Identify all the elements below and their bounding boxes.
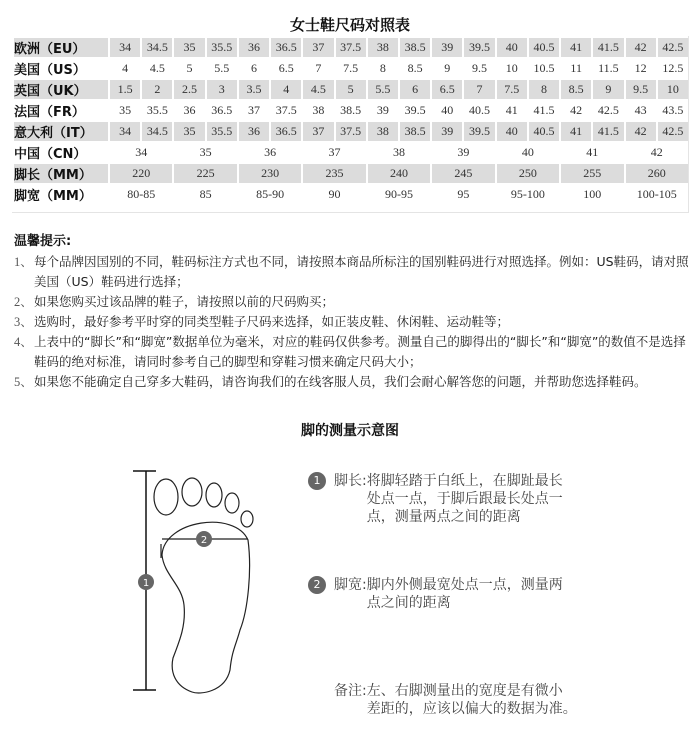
table-cell: 2	[142, 80, 172, 99]
table-cell: 38	[368, 143, 430, 162]
table-cell: 36.5	[271, 38, 301, 57]
table-cell: 39	[368, 101, 398, 120]
remark-label: 备注:	[334, 683, 367, 699]
table-cell: 100	[561, 185, 623, 204]
table-cell: 38.5	[336, 101, 366, 120]
table-cell: 245	[432, 164, 494, 183]
table-cell: 35.5	[142, 101, 172, 120]
table-cell: 35	[174, 122, 204, 141]
table-cell: 34	[110, 143, 172, 162]
table-row	[14, 143, 688, 162]
table-cell: 7	[464, 80, 494, 99]
size-chart-table	[12, 36, 690, 206]
table-cell: 41	[561, 143, 623, 162]
table-cell: 41.5	[593, 122, 623, 141]
row-header: 脚长（MM）	[14, 164, 108, 183]
table-row	[14, 38, 688, 57]
table-cell: 250	[497, 164, 559, 183]
tip-item: 5、 如果您不能确定自己穿多大鞋码，请咨询我们的在线客服人员，我们会耐心解答您的问题，并帮助您选择鞋码。	[14, 372, 694, 392]
table-cell: 240	[368, 164, 430, 183]
table-cell: 35.5	[207, 38, 237, 57]
table-cell: 41	[561, 122, 591, 141]
table-cell: 38	[303, 101, 333, 120]
table-cell: 39	[432, 38, 462, 57]
table-cell: 7	[303, 59, 333, 78]
table-cell: 42	[561, 101, 591, 120]
table-cell: 41.5	[593, 38, 623, 57]
foot-outline-icon	[120, 460, 270, 695]
table-cell: 9.5	[626, 80, 656, 99]
table-cell: 80-85	[110, 185, 172, 204]
row-header: 英国（UK）	[14, 80, 108, 99]
table-cell: 220	[110, 164, 172, 183]
tip-item: 2、 如果您购买过该品牌的鞋子，请按照以前的尺码购买；	[14, 292, 694, 312]
svg-text:2: 2	[200, 535, 208, 546]
table-cell: 230	[239, 164, 301, 183]
table-row	[14, 185, 688, 204]
table-cell: 5	[336, 80, 366, 99]
table-cell: 38.5	[400, 38, 430, 57]
tip-text: 如果您不能确定自己穿多大鞋码，请咨询我们的在线客服人员，我们会耐心解答您的问题，并帮助您选择鞋码。	[34, 374, 647, 389]
table-cell: 6.5	[432, 80, 462, 99]
table-cell: 5.5	[368, 80, 398, 99]
table-cell: 39.5	[464, 122, 494, 141]
table-cell: 37.5	[336, 122, 366, 141]
table-cell: 40.5	[529, 122, 559, 141]
table-cell: 41	[497, 101, 527, 120]
table-cell: 42.5	[658, 122, 688, 141]
table-cell: 37	[303, 143, 365, 162]
table-cell: 42	[626, 143, 689, 162]
table-cell: 36	[239, 143, 301, 162]
table-cell: 7.5	[497, 80, 527, 99]
row-header: 欧洲（EU）	[14, 38, 108, 57]
table-cell: 36	[239, 38, 269, 57]
table-cell: 37	[239, 101, 269, 120]
table-cell: 37	[303, 38, 333, 57]
row-header: 意大利（IT）	[14, 122, 108, 141]
table-cell: 9.5	[464, 59, 494, 78]
table-cell: 6	[400, 80, 430, 99]
table-cell: 1.5	[110, 80, 140, 99]
table-cell: 8	[368, 59, 398, 78]
foot-length-label: 脚长:	[334, 473, 367, 489]
table-cell: 40	[497, 38, 527, 57]
table-cell: 39.5	[464, 38, 494, 57]
table-cell: 39.5	[400, 101, 430, 120]
table-row	[14, 59, 688, 78]
number-badge-icon: 1	[308, 472, 326, 490]
tip-text: 选购时，最好参考平时穿的同类型鞋子尺码来选择，如正装皮鞋、休闲鞋、运动鞋等；	[34, 314, 510, 329]
table-cell: 10	[497, 59, 527, 78]
table-cell: 225	[174, 164, 236, 183]
table-cell: 2.5	[174, 80, 204, 99]
tip-item: 1、 每个品牌因国别的不同，鞋码标注方式也不同，请按照本商品所标注的国别鞋码进行对照选择。例如：US鞋码，请对照美国（US）鞋码进行选择；	[14, 252, 694, 292]
row-header: 中国（CN）	[14, 143, 108, 162]
table-cell: 41.5	[529, 101, 559, 120]
page-title: 女士鞋尺码对照表	[289, 16, 410, 34]
table-cell: 90-95	[368, 185, 430, 204]
table-cell: 39	[432, 122, 462, 141]
tip-text: 每个品牌因国别的不同，鞋码标注方式也不同，请按照本商品所标注的国别鞋码进行对照选择。例如：US鞋码，请对照美国（US）鞋码进行选择；	[34, 254, 689, 289]
table-cell: 42.5	[593, 101, 623, 120]
table-cell: 9	[432, 59, 462, 78]
foot-width-label: 脚宽:	[334, 577, 367, 593]
table-cell: 95-100	[497, 185, 559, 204]
table-cell: 42.5	[658, 38, 688, 57]
table-cell: 6.5	[271, 59, 301, 78]
table-cell: 85	[174, 185, 236, 204]
table-cell: 12.5	[658, 59, 688, 78]
table-cell: 36	[239, 122, 269, 141]
table-cell: 255	[561, 164, 623, 183]
table-cell: 39	[432, 143, 494, 162]
table-cell: 36.5	[207, 101, 237, 120]
table-cell: 5.5	[207, 59, 237, 78]
tips-section	[14, 232, 694, 392]
table-cell: 38.5	[400, 122, 430, 141]
table-cell: 34.5	[142, 38, 172, 57]
table-cell: 235	[303, 164, 365, 183]
number-badge-icon: 2	[308, 576, 326, 594]
table-cell: 8	[529, 80, 559, 99]
table-row	[14, 101, 688, 120]
table-cell: 40.5	[529, 38, 559, 57]
tip-item: 4、 上表中的“脚长”和“脚宽”数据单位为毫米，对应的鞋码仅供参考。测量自己的脚得出的“脚长”和“脚宽”的数值不是选择鞋码的绝对标准，请同时参考自己的脚型和穿鞋习惯来确定尺码大小；	[14, 332, 694, 372]
table-row	[14, 80, 688, 99]
table-cell: 36.5	[271, 122, 301, 141]
remark: 备注: 左、右脚测量出的宽度是有微小 差距的，应该以偏大的数据为准。	[334, 683, 577, 717]
table-row	[14, 122, 688, 141]
table-cell: 43.5	[658, 101, 688, 120]
table-cell: 4.5	[142, 59, 172, 78]
foot-width-description: 2 脚宽: 脚内外侧最宽处点一点，测量两 点之间的距离	[308, 576, 563, 612]
table-cell: 11	[561, 59, 591, 78]
table-cell: 260	[626, 164, 689, 183]
table-cell: 35.5	[207, 122, 237, 141]
tip-text: 如果您购买过该品牌的鞋子，请按照以前的尺码购买；	[34, 294, 335, 309]
row-header: 脚宽（MM）	[14, 185, 108, 204]
table-cell: 12	[626, 59, 656, 78]
table-row	[14, 164, 688, 183]
table-cell: 34	[110, 122, 140, 141]
table-cell: 35	[174, 143, 236, 162]
svg-text:1: 1	[142, 578, 150, 589]
table-cell: 40	[497, 122, 527, 141]
tip-text: 上表中的“脚长”和“脚宽”数据单位为毫米，对应的鞋码仅供参考。测量自己的脚得出的“脚长”和“脚宽”的数值不是选择鞋码的绝对标准，请同时参考自己的脚型和穿鞋习惯来确定尺码大小；	[34, 334, 686, 369]
table-cell: 8.5	[561, 80, 591, 99]
table-cell: 90	[303, 185, 365, 204]
table-cell: 42	[626, 122, 656, 141]
table-cell: 38	[368, 38, 398, 57]
table-cell: 41	[561, 38, 591, 57]
row-header: 美国（US）	[14, 59, 108, 78]
table-cell: 34	[110, 38, 140, 57]
table-cell: 37	[303, 122, 333, 141]
table-cell: 4	[110, 59, 140, 78]
table-cell: 34.5	[142, 122, 172, 141]
table-cell: 9	[593, 80, 623, 99]
table-cell: 11.5	[593, 59, 623, 78]
tip-item: 3、 选购时，最好参考平时穿的同类型鞋子尺码来选择，如正装皮鞋、休闲鞋、运动鞋等；	[14, 312, 694, 332]
table-cell: 37.5	[271, 101, 301, 120]
table-cell: 40	[432, 101, 462, 120]
tips-heading: 温馨提示:	[14, 234, 72, 249]
table-cell: 85-90	[239, 185, 301, 204]
table-cell: 38	[368, 122, 398, 141]
table-cell: 4.5	[303, 80, 333, 99]
table-cell: 40	[497, 143, 559, 162]
table-cell: 10	[658, 80, 688, 99]
diagram-title: 脚的测量示意图	[301, 423, 399, 439]
table-cell: 10.5	[529, 59, 559, 78]
table-cell: 8.5	[400, 59, 430, 78]
table-cell: 100-105	[626, 185, 689, 204]
table-cell: 42	[626, 38, 656, 57]
table-cell: 4	[271, 80, 301, 99]
table-cell: 35	[174, 38, 204, 57]
table-cell: 3	[207, 80, 237, 99]
table-cell: 3.5	[239, 80, 269, 99]
table-cell: 37.5	[336, 38, 366, 57]
table-cell: 35	[110, 101, 140, 120]
table-cell: 36	[174, 101, 204, 120]
row-header: 法国（FR）	[14, 101, 108, 120]
table-cell: 95	[432, 185, 494, 204]
table-cell: 7.5	[336, 59, 366, 78]
table-cell: 6	[239, 59, 269, 78]
table-cell: 43	[626, 101, 656, 120]
table-cell: 5	[174, 59, 204, 78]
foot-length-description: 1 脚长: 将脚轻踏于白纸上，在脚趾最长 处点一点，于脚后跟最长处点一 点，测量两点之间的距离	[308, 472, 563, 526]
table-cell: 40.5	[464, 101, 494, 120]
